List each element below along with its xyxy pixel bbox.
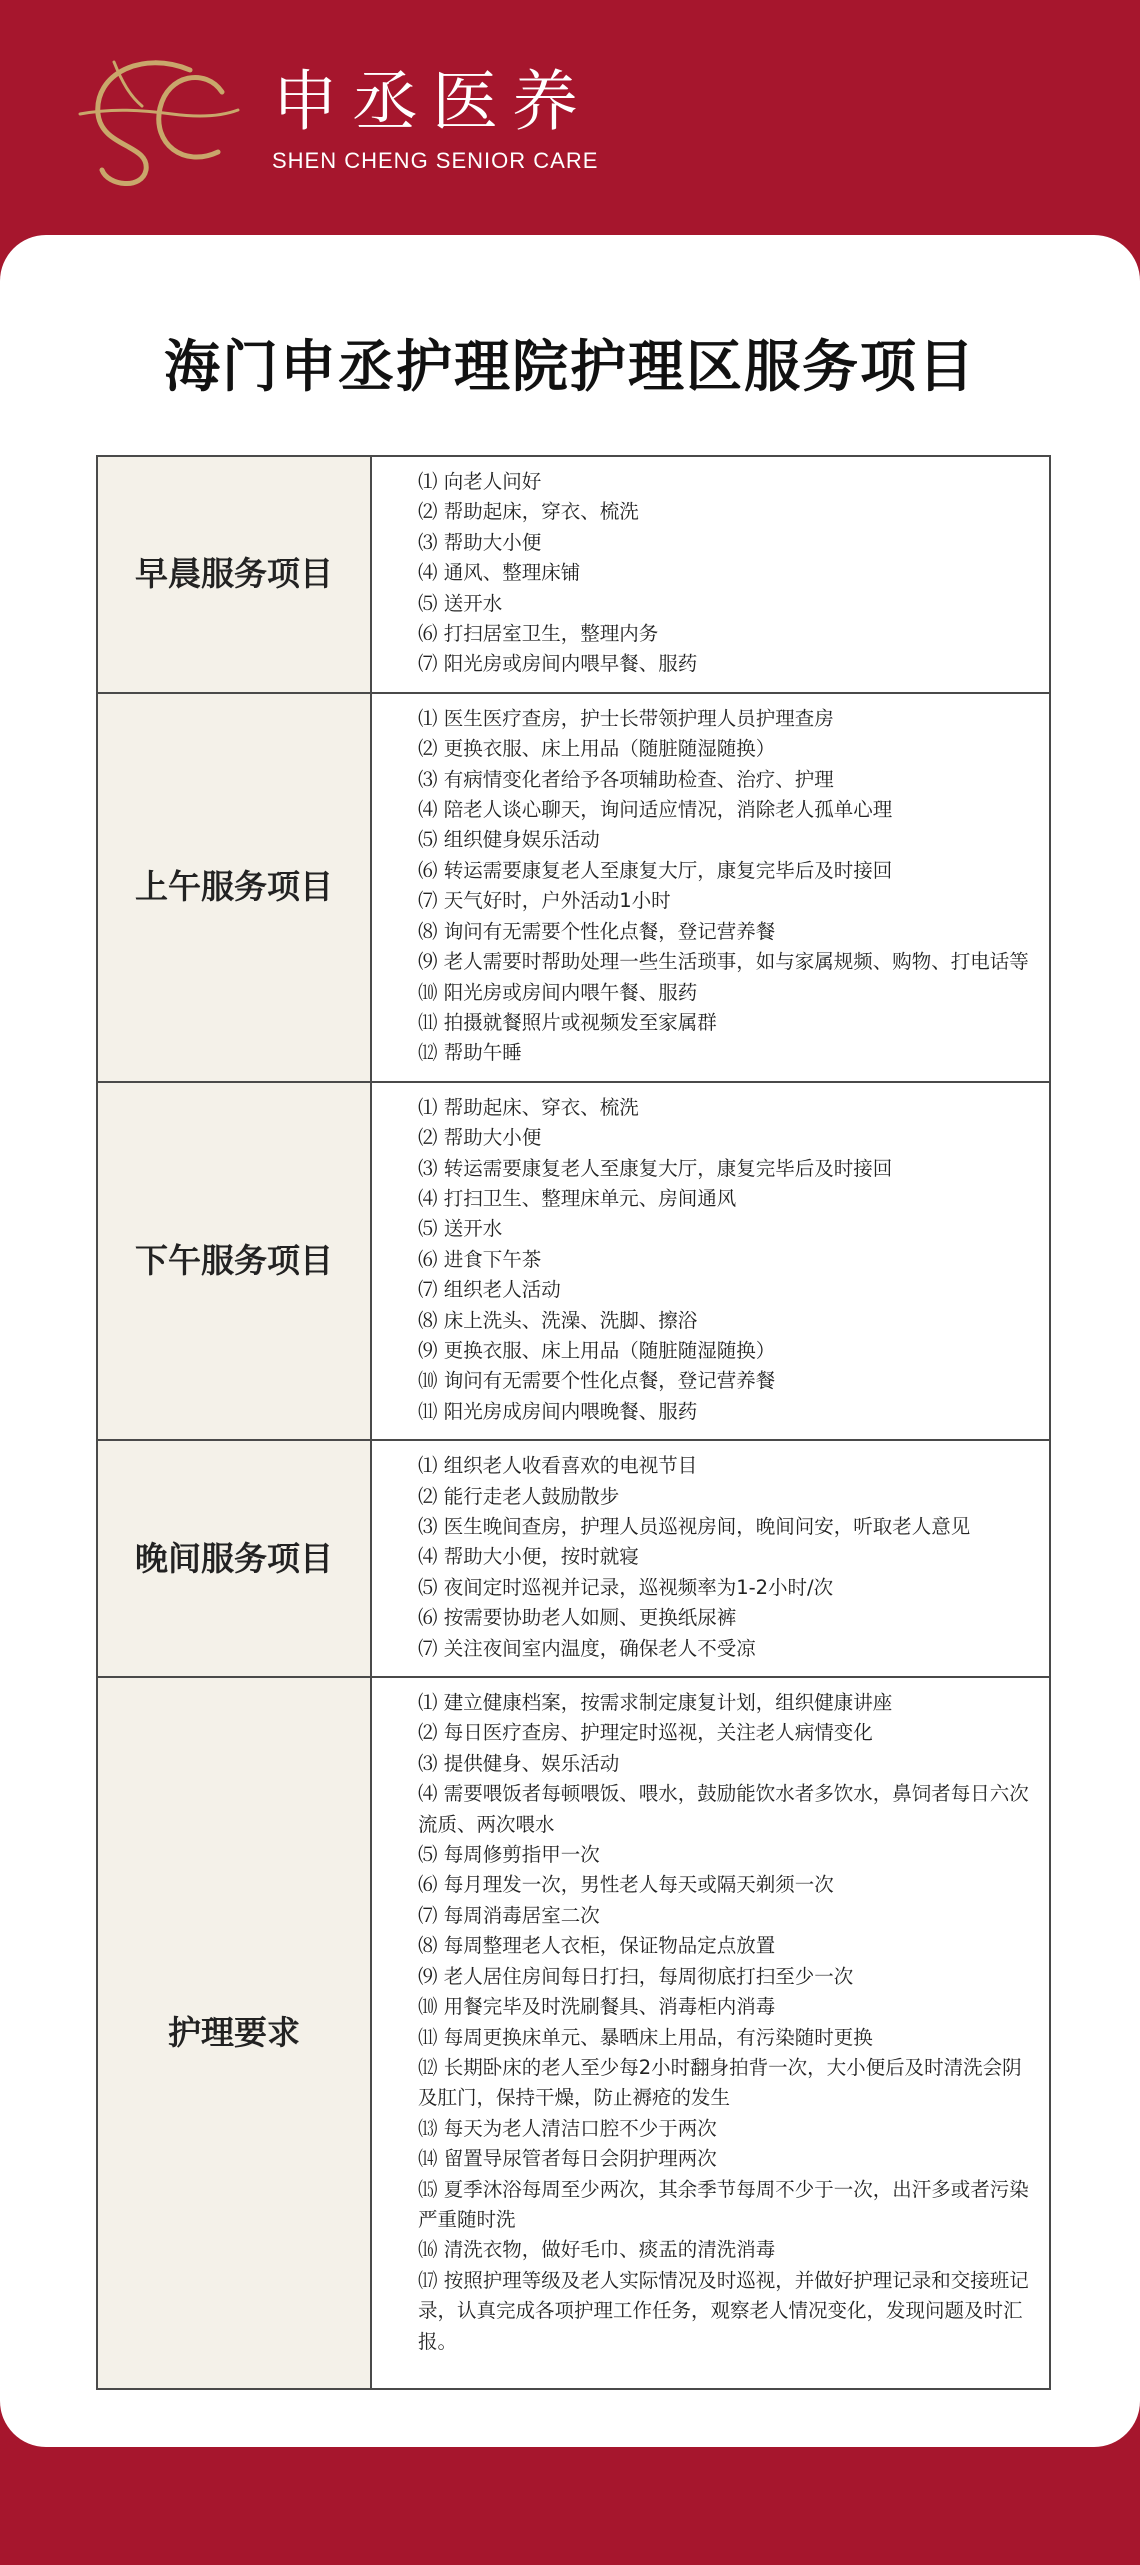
list-item: ⑹ 进食下午茶	[418, 1247, 542, 1271]
list-item: ⑷ 需要喂饭者每顿喂饭、喂水，鼓励能饮水者多饮水，鼻饲者每日六次流质、两次喂水	[418, 1782, 1029, 1836]
list-item: ⑵ 帮助大小便	[418, 1126, 542, 1150]
list-item: ⑻ 每周整理老人衣柜，保证物品定点放置	[418, 1934, 776, 1958]
table-row	[97, 1440, 1050, 1677]
list-item: ⑶ 转运需要康复老人至康复大厅，康复完毕后及时接回	[418, 1156, 893, 1180]
list-item: ⑾ 每周更换床单元、暴晒床上用品，有污染随时更换	[418, 2025, 873, 2049]
list-item: ⑺ 关注夜间室内温度，确保老人不受凉	[418, 1636, 756, 1660]
items-cell	[371, 456, 1050, 693]
category-cell: 下午服务项目	[97, 1082, 371, 1440]
list-item: ⑸ 每周修剪指甲一次	[418, 1843, 600, 1867]
list-item: ⒃ 清洗衣物，做好毛巾、痰盂的清洗消毒	[418, 2238, 776, 2262]
list-item: ⑼ 老人居住房间每日打扫，每周彻底打扫至少一次	[418, 1964, 854, 1988]
list-item: ⑻ 询问有无需要个性化点餐，登记营养餐	[418, 919, 776, 943]
list-item: ⑼ 老人需要时帮助处理一些生活琐事，如与家属规频、购物、打电话等	[418, 950, 1029, 974]
list-item: ⑸ 送开水	[418, 1217, 503, 1241]
list-item: ⑹ 每月理发一次，男性老人每天或隔天剃须一次	[418, 1873, 834, 1897]
service-table	[96, 455, 1051, 2390]
list-item: ⒄ 按照护理等级及老人实际情况及时巡视，并做好护理记录和交接班记录，认真完成各项护理工作任务，观察老人情况变化，发现问题及时汇报。	[418, 2268, 1029, 2353]
list-item: ⑽ 询问有无需要个性化点餐，登记营养餐	[418, 1369, 776, 1393]
list-item: ⒀ 每天为老人清洁口腔不少于两次	[418, 2116, 717, 2140]
list-item: ⑹ 转运需要康复老人至康复大厅，康复完毕后及时接回	[418, 858, 893, 882]
list-item: ⑴ 帮助起床、穿衣、梳洗	[418, 1095, 639, 1119]
list-item: ⑽ 阳光房或房间内喂午餐、服药	[418, 980, 698, 1004]
list-item: ⑻ 床上洗头、洗澡、洗脚、擦浴	[418, 1308, 698, 1332]
list-item: ⑾ 阳光房成房间内喂晚餐、服药	[418, 1399, 698, 1423]
list-item: ⑽ 用餐完毕及时洗刷餐具、消毒柜内消毒	[418, 1995, 776, 2019]
list-item: ⑷ 打扫卫生、整理床单元、房间通风	[418, 1186, 737, 1210]
list-item: ⑸ 夜间定时巡视并记录，巡视频率为1-2小时/次	[418, 1575, 834, 1599]
sc-monogram-icon	[72, 52, 242, 192]
list-item: ⑹ 按需要协助老人如厕、更换纸尿裤	[418, 1606, 737, 1630]
list-item: ⑸ 送开水	[418, 591, 503, 615]
items-cell	[371, 693, 1050, 1082]
list-item: ⑿ 帮助午睡	[418, 1041, 522, 1065]
items-cell	[371, 1082, 1050, 1440]
list-item: ⑹ 打扫居室卫生，整理内务	[418, 622, 659, 646]
header	[0, 0, 1140, 235]
list-item: ⑺ 组织老人活动	[418, 1278, 561, 1302]
list-item: ⑶ 有病情变化者给予各项辅助检查、治疗、护理	[418, 767, 834, 791]
list-item: ⑶ 帮助大小便	[418, 530, 542, 554]
list-item: ⒂ 夏季沐浴每周至少两次，其余季节每周不少于一次，出汗多或者污染严重随时洗	[418, 2177, 1029, 2231]
list-item: ⑵ 更换衣服、床上用品（随脏随湿随换）	[418, 737, 776, 761]
list-item: ⑵ 帮助起床，穿衣、梳洗	[418, 500, 639, 524]
list-item: ⑼ 更换衣服、床上用品（随脏随湿随换）	[418, 1338, 776, 1362]
content-card	[0, 235, 1140, 2447]
list-item: ⑴ 组织老人收看喜欢的电视节目	[418, 1454, 698, 1478]
category-cell: 护理要求	[97, 1677, 371, 2389]
list-item: ⑸ 组织健身娱乐活动	[418, 828, 600, 852]
list-item: ⑶ 提供健身、娱乐活动	[418, 1751, 620, 1775]
list-item: ⑷ 帮助大小便，按时就寝	[418, 1545, 639, 1569]
brand-name-en: SHEN CHENG SENIOR CARE	[272, 148, 599, 173]
list-item: ⑾ 拍摄就餐照片或视频发至家属群	[418, 1010, 717, 1034]
table-row	[97, 456, 1050, 693]
list-item: ⑺ 阳光房或房间内喂早餐、服药	[418, 652, 698, 676]
category-cell: 早晨服务项目	[97, 456, 371, 693]
brand-name-cn: 申丞医养	[272, 63, 592, 140]
category-cell: 晚间服务项目	[97, 1440, 371, 1677]
list-item: ⑵ 能行走老人鼓励散步	[418, 1484, 620, 1508]
list-item: ⑺ 每周消毒居室二次	[418, 1903, 600, 1927]
list-item: ⑿ 长期卧床的老人至少每2小时翻身拍背一次，大小便后及时清洗会阴及肛门，保持干燥，防止褥疮的发生	[418, 2055, 1022, 2110]
table-row	[97, 693, 1050, 1082]
table-row	[97, 1677, 1050, 2389]
items-cell	[371, 1440, 1050, 1677]
list-item: ⒁ 留置导尿管者每日会阴护理两次	[418, 2147, 717, 2171]
list-item: ⑴ 向老人问好	[418, 470, 542, 493]
category-cell: 上午服务项目	[97, 693, 371, 1082]
list-item: ⑷ 通风、整理床铺	[418, 561, 581, 585]
list-item: ⑺ 天气好时，户外活动1小时	[418, 889, 671, 913]
list-item: ⑴ 建立健康档案，按需求制定康复计划，组织健康讲座	[418, 1691, 893, 1715]
list-item: ⑷ 陪老人谈心聊天，询问适应情况，消除老人孤单心理	[418, 798, 893, 822]
list-item: ⑵ 每日医疗查房、护理定时巡视，关注老人病情变化	[418, 1721, 873, 1745]
table-row	[97, 1082, 1050, 1440]
list-item: ⑴ 医生医疗查房，护士长带领护理人员护理查房	[418, 706, 834, 730]
page-title: 海门申丞护理院护理区服务项目	[164, 335, 976, 400]
list-item: ⑶ 医生晚间查房，护理人员巡视房间，晚间问安，听取老人意见	[418, 1515, 971, 1538]
items-cell	[371, 1677, 1050, 2389]
